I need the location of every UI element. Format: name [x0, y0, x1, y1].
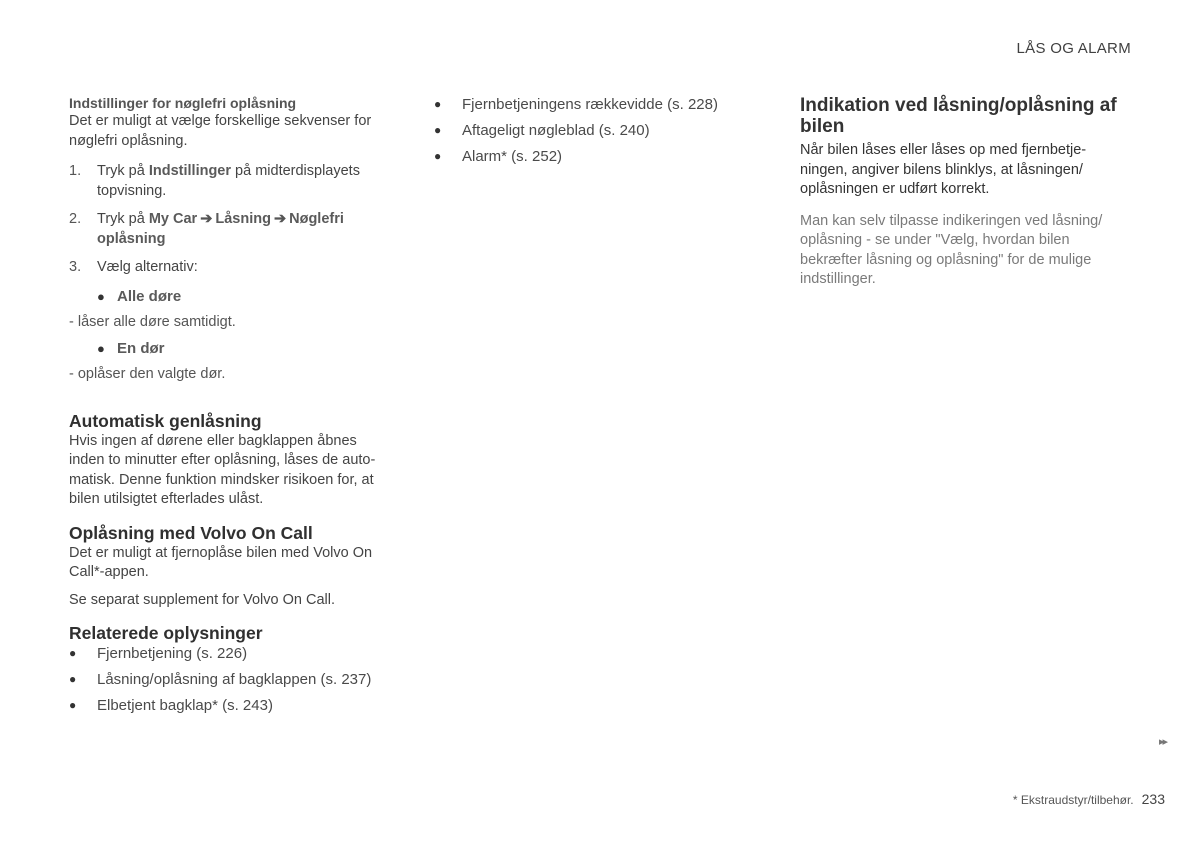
step-highlight: Indstillinger: [148, 163, 232, 179]
related-link-text[interactable]: Fjernbetjening (s. 226): [97, 645, 248, 662]
volvo-on-call-text: Det er muligt at fjernoplåse bilen med Volvo On Call*-appen.: [69, 544, 373, 580]
bullet-icon: ●: [97, 288, 105, 304]
continue-forward-icon: ▸▸: [1158, 736, 1166, 748]
related-link[interactable]: [434, 147, 754, 167]
indication-heading: Indikation ved låsning/oplåsning af bilen: [800, 95, 1117, 137]
step-text: på midterdisplayets topvisning.: [97, 163, 360, 199]
option-label: Alle døre: [117, 287, 182, 305]
step-number: 2.: [69, 211, 82, 227]
footnote: * Ekstraudstyr/tilbehør.: [1012, 793, 1134, 807]
option-description: - låser alle døre samtidigt.: [69, 313, 236, 330]
volvo-on-call-note: Se separat supplement for Volvo On Call.: [69, 591, 335, 608]
indication-text: Når bilen låses eller låses op med fjernbetje-ningen, angiver bilens blinklys, at låsningen/ oplåsningen er udført korrekt.: [800, 142, 1087, 197]
option-list: [69, 287, 394, 382]
bullet-icon: ●: [434, 123, 442, 137]
steps-list: [69, 162, 394, 278]
step-2: [69, 210, 394, 249]
keyless-intro: Det er muligt at vælge forskellige sekvenser for nøglefri oplåsning.: [69, 113, 372, 149]
keyless-heading: Indstillinger for nøglefri oplåsning: [69, 95, 297, 111]
path-item: Låsning: [215, 211, 271, 227]
option-description: - oplåser den valgte dør.: [69, 365, 226, 382]
step-text: Tryk på: [97, 211, 149, 227]
page-footer: [1013, 791, 1165, 807]
related-heading: Relaterede oplysninger: [69, 623, 263, 643]
related-list: [69, 644, 394, 716]
option-item: [97, 339, 394, 358]
related-link[interactable]: [69, 644, 394, 664]
step-number: 1.: [69, 163, 82, 179]
arrow-right-icon: ➔: [200, 211, 213, 227]
related-link[interactable]: [69, 670, 394, 690]
step-number: 3.: [69, 259, 82, 275]
bullet-icon: ●: [69, 646, 77, 660]
volvo-on-call-heading: Oplåsning med Volvo On Call: [69, 522, 313, 543]
auto-relock-text: Hvis ingen af dørene eller bagklappen åbnes inden to minutter efter oplåsning, låses de auto-matisk. Denne funktion mindsker risikoen for, at bilen utilsigtet efterlades ulåst.: [69, 432, 376, 507]
page-number: 233: [1141, 791, 1165, 807]
section-title: LÅS OG ALARM: [1016, 40, 1131, 57]
column-middle: [434, 95, 754, 173]
related-link[interactable]: [434, 121, 754, 141]
column-left: [69, 95, 394, 722]
related-link-text[interactable]: Elbetjent bagklap* (s. 243): [97, 697, 273, 714]
step-3: [69, 258, 394, 278]
column-right: [800, 95, 1130, 290]
bullet-icon: ●: [97, 340, 105, 356]
path-item: Nøglefri oplåsning: [97, 211, 344, 247]
related-list-continued: [434, 95, 754, 167]
step-text: Tryk på: [97, 163, 149, 179]
option-label: En dør: [117, 339, 165, 357]
related-link-text[interactable]: Alarm* (s. 252): [462, 148, 563, 165]
bullet-icon: ●: [69, 672, 77, 686]
indication-custom-text: Man kan selv tilpasse indikeringen ved låsning/ oplåsning - se under "Vælg, hvordan bilen bekræfter låsning og oplåsning" for de mulige indstillinger.: [800, 212, 1103, 287]
step-text: Vælg alternativ:: [97, 259, 198, 275]
auto-relock-heading: Automatisk genlåsning: [69, 410, 262, 431]
option-item: [97, 287, 394, 306]
related-link[interactable]: [69, 696, 394, 716]
related-link-text[interactable]: Låsning/oplåsning af bagklappen (s. 237): [97, 671, 372, 688]
bullet-icon: ●: [434, 149, 442, 163]
related-link-text[interactable]: Aftageligt nøgleblad (s. 240): [462, 122, 650, 139]
related-link[interactable]: [434, 95, 754, 115]
bullet-icon: ●: [434, 97, 442, 111]
related-link-text[interactable]: Fjernbetjeningens rækkevidde (s. 228): [462, 96, 718, 113]
bullet-icon: ●: [69, 698, 77, 712]
path-item: My Car: [148, 211, 198, 227]
arrow-right-icon: ➔: [273, 211, 287, 227]
step-1: [69, 162, 394, 201]
